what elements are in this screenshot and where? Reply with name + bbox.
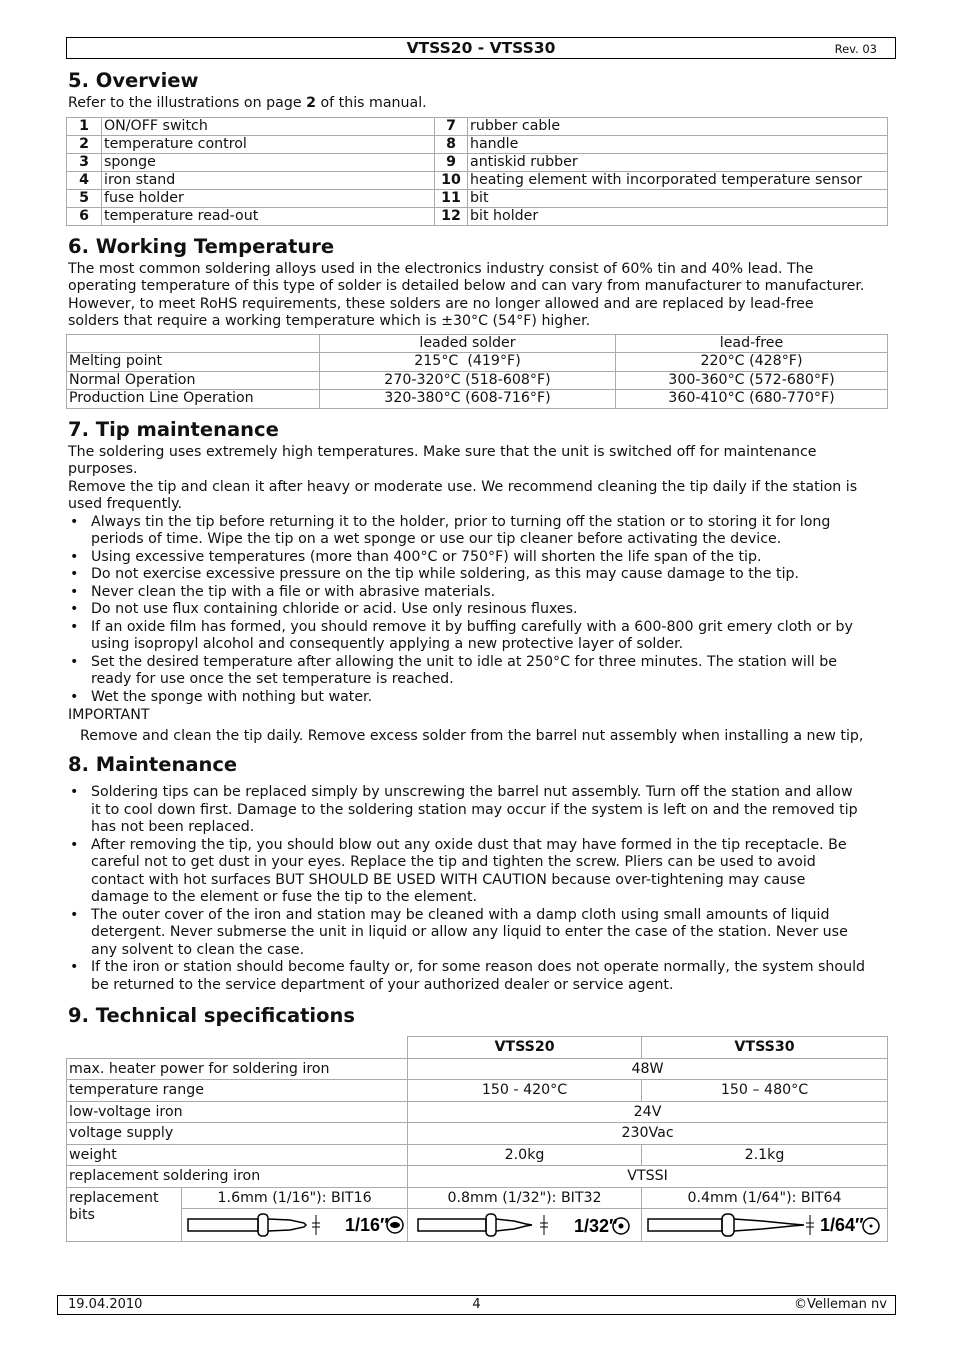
empty-header-cell <box>67 1037 408 1059</box>
intro-text: Refer to the illustrations on page <box>68 95 307 111</box>
list-item-line: has not been replaced. <box>91 819 255 835</box>
technical-specifications-table <box>66 1036 888 1242</box>
table-row <box>67 371 888 390</box>
part-number: 6 <box>67 207 102 225</box>
part-number: 1 <box>67 117 102 135</box>
part-number: 8 <box>435 135 468 153</box>
bit-value: 0.8mm (1/32"): BIT32 <box>408 1187 642 1209</box>
spec-label: temperature range <box>67 1080 408 1102</box>
table-row <box>67 189 888 207</box>
table-row <box>67 135 888 153</box>
footer-copyright: ©Velleman nv <box>793 1297 887 1312</box>
intro-text-end: of this manual. <box>315 95 427 111</box>
column-header-leaded: leaded solder <box>320 334 616 353</box>
list-item <box>91 566 890 584</box>
list-item <box>91 601 890 619</box>
list-item <box>91 549 890 567</box>
soldering-bit-1-16-icon <box>182 1209 406 1241</box>
intro-page-number: 2 <box>306 95 316 111</box>
paragraph-line: purposes. <box>68 461 138 477</box>
important-label: IMPORTANT <box>68 707 150 723</box>
column-header-vtss30: VTSS30 <box>642 1037 888 1059</box>
header-title: VTSS20 - VTSS30 <box>406 39 556 57</box>
bit-fraction-label: 1/16″ <box>345 1215 389 1235</box>
list-item <box>91 689 890 707</box>
important-text: Remove and clean the tip daily. Remove excess solder from the barrel nut assembly when installing a new tip, <box>80 727 864 744</box>
part-number: 10 <box>435 171 468 189</box>
table-row <box>67 207 888 225</box>
part-name: temperature read-out <box>102 207 435 225</box>
part-number: 12 <box>435 207 468 225</box>
page-footer <box>57 1295 896 1315</box>
column-header <box>67 334 320 353</box>
list-item <box>91 654 890 689</box>
part-name: handle <box>468 135 888 153</box>
list-item-line: Do not exercise excessive pressure on the tip while soldering, as this may cause damage to the tip. <box>91 566 800 582</box>
bit-fraction-label: 1/32″ <box>574 1216 618 1236</box>
part-name: iron stand <box>102 171 435 189</box>
bit-value: 1.6mm (1/16"): BIT16 <box>182 1187 408 1209</box>
working-temperature-table <box>66 334 888 409</box>
part-number: 7 <box>435 117 468 135</box>
row-label: Melting point <box>67 353 320 372</box>
list-item-line: Wet the sponge with nothing but water. <box>91 688 373 705</box>
list-item-line: damage to the element or fuse the tip to the element. <box>91 889 478 905</box>
list-item-line: Do not use flux containing chloride or acid. Use only resinous fluxes. <box>91 601 578 617</box>
table-row <box>67 117 888 135</box>
part-number: 4 <box>67 171 102 189</box>
spec-value: 230Vac <box>408 1123 888 1145</box>
tip-maintenance-list <box>68 514 890 707</box>
part-name: fuse holder <box>102 189 435 207</box>
table-header-row <box>67 1037 888 1059</box>
list-item <box>91 619 890 654</box>
page-content <box>68 66 890 1242</box>
cell-value: 360-410°C (680-770°F) <box>616 390 888 409</box>
list-item-line: contact with hot surfaces BUT SHOULD BE USED WITH CAUTION because over-tightening may cause <box>91 871 806 888</box>
cell-value: 320-380°C (608-716°F) <box>320 390 616 409</box>
page-header <box>66 37 896 59</box>
bit-illustration-cell <box>182 1209 408 1242</box>
bit-fraction-label: 1/64″ <box>820 1215 864 1235</box>
section-heading-maintenance: 8. Maintenance <box>68 753 238 776</box>
list-item-line: periods of time. Wipe the tip on a wet sponge or use our tip cleaner before activating the device. <box>91 531 782 547</box>
table-row <box>67 353 888 372</box>
section-heading-technical-specifications: 9. Technical specifications <box>68 1004 355 1027</box>
paragraph-line: Remove the tip and clean it after heavy or moderate use. We recommend cleaning the tip daily if the station is <box>68 478 858 495</box>
header-revision: Rev. 03 <box>834 42 877 56</box>
part-name: heating element with incorporated temperature sensor <box>468 171 888 189</box>
table-row <box>67 1080 888 1102</box>
part-number: 5 <box>67 189 102 207</box>
section-heading-working-temperature: 6. Working Temperature <box>68 234 335 258</box>
section-heading-overview: 5. Overview <box>68 69 199 92</box>
bit-illustration-cell <box>642 1209 888 1242</box>
list-item-line: If an oxide film has formed, you should remove it by buffing carefully with a 600-800 grit emery cloth or by <box>91 618 853 635</box>
list-item-line: Using excessive temperatures (more than 400°C or 750°F) will shorten the life span of the tip. <box>91 548 762 565</box>
list-item-line: Never clean the tip with a file or with abrasive materials. <box>91 583 496 600</box>
list-item-line: using isopropyl alcohol and consequently applying a new protective layer of solder. <box>91 636 684 652</box>
part-name: bit holder <box>468 207 888 225</box>
list-item-line: If the iron or station should become faulty or, for some reason does not operate normally, the system should <box>91 959 866 975</box>
tip-maintenance-paragraph <box>68 444 890 514</box>
list-item-line: The outer cover of the iron and station may be cleaned with a damp cloth using small amounts of liquid <box>91 906 830 923</box>
part-name: rubber cable <box>468 117 888 135</box>
list-item <box>91 907 890 960</box>
part-name: bit <box>468 189 888 207</box>
part-name: sponge <box>102 153 435 171</box>
list-item <box>91 784 890 837</box>
part-name: temperature control <box>102 135 435 153</box>
table-row <box>67 1187 888 1209</box>
list-item-line: After removing the tip, you should blow out any oxide dust that may have formed in the tip receptacle. Be <box>91 836 847 853</box>
paragraph-line: used frequently. <box>68 496 182 512</box>
list-item-line: detergent. Never submerse the unit in liquid or allow any liquid to enter the case of the station. Never use <box>91 924 848 940</box>
maintenance-list <box>68 784 890 994</box>
list-item-line: Soldering tips can be replaced simply by unscrewing the barrel nut assembly. Turn off the station and allow <box>91 784 853 800</box>
list-item <box>91 959 890 994</box>
table-row <box>67 1101 888 1123</box>
column-header-vtss20: VTSS20 <box>408 1037 642 1059</box>
bit-illustration-cell <box>408 1209 642 1242</box>
list-item-line: Always tin the tip before returning it to the holder, prior to turning off the station or to storing it for long <box>91 513 831 530</box>
list-item-line: Set the desired temperature after allowing the unit to idle at 250°C for three minutes. The station will be <box>91 653 837 670</box>
row-label: Production Line Operation <box>67 390 320 409</box>
paragraph-line: solders that require a working temperature which is ±30°C (54°F) higher. <box>68 313 591 329</box>
list-item-line: careful not to get dust in your eyes. Replace the tip and tighten the screw. Pliers can be used to avoid <box>91 854 816 870</box>
bit-value: 0.4mm (1/64"): BIT64 <box>642 1187 888 1209</box>
cell-value: 270-320°C (518-608°F) <box>320 371 616 390</box>
list-item <box>91 584 890 602</box>
spec-label: voltage supply <box>67 1123 408 1145</box>
spec-value: 2.1kg <box>642 1144 888 1166</box>
working-temp-paragraph <box>68 261 890 331</box>
spec-label: low-voltage iron <box>67 1101 408 1123</box>
footer-date: 19.04.2010 <box>68 1297 143 1312</box>
list-item-line: ready for use once the set temperature is reached. <box>91 671 454 687</box>
section-heading-tip-maintenance: 7. Tip maintenance <box>68 417 279 441</box>
table-row <box>67 390 888 409</box>
part-name: ON/OFF switch <box>102 117 435 135</box>
part-name: antiskid rubber <box>468 153 888 171</box>
paragraph-line: However, to meet RoHS requirements, these solders are no longer allowed and are replaced by lead-free <box>68 295 814 312</box>
spec-value: 48W <box>408 1058 888 1080</box>
soldering-bit-1-64-icon <box>642 1209 886 1241</box>
soldering-bit-1-32-icon <box>408 1209 640 1241</box>
part-number: 3 <box>67 153 102 171</box>
list-item <box>91 514 890 549</box>
paragraph-line: The soldering uses extremely high temperatures. Make sure that the unit is switched off for maintenance <box>68 443 817 460</box>
overview-table <box>66 117 888 226</box>
spec-value: 150 - 420°C <box>408 1080 642 1102</box>
table-row <box>67 1144 888 1166</box>
table-row <box>67 1123 888 1145</box>
cell-value: 220°C (428°F) <box>616 353 888 372</box>
list-item-line: it to cool down first. Damage to the soldering station may occur if the system is left on and the removed tip <box>91 801 858 818</box>
spec-value: 150 – 480°C <box>642 1080 888 1102</box>
table-row <box>67 1058 888 1080</box>
spec-value: 2.0kg <box>408 1144 642 1166</box>
table-row <box>67 1209 888 1242</box>
spec-value: 24V <box>408 1101 888 1123</box>
paragraph-line: operating temperature of this type of solder is detailed below and can vary from manufacturer to manufacturer. <box>68 278 865 294</box>
spec-value: VTSSI <box>408 1166 888 1188</box>
list-item-line: be returned to the service department of your authorized dealer or service agent. <box>91 976 674 993</box>
page-number: 4 <box>472 1297 481 1312</box>
column-header-lead-free: lead-free <box>616 334 888 353</box>
part-number: 9 <box>435 153 468 171</box>
part-number: 2 <box>67 135 102 153</box>
cell-value: 300-360°C (572-680°F) <box>616 371 888 390</box>
cell-value: 215°C (419°F) <box>320 353 616 372</box>
spec-label: max. heater power for soldering iron <box>67 1058 408 1080</box>
paragraph-line: The most common soldering alloys used in the electronics industry consist of 60% tin and 40% lead. The <box>68 260 814 277</box>
list-item-line: any solvent to clean the case. <box>91 941 305 958</box>
spec-label: replacement soldering iron <box>67 1166 408 1188</box>
row-label: Normal Operation <box>67 371 320 390</box>
list-item <box>91 837 890 907</box>
spec-label-replacement-bits: replacement bits <box>67 1187 182 1242</box>
table-row <box>67 171 888 189</box>
spec-label: weight <box>67 1144 408 1166</box>
table-row <box>67 153 888 171</box>
table-row <box>67 1166 888 1188</box>
overview-intro <box>68 95 890 113</box>
table-header-row <box>67 334 888 353</box>
part-number: 11 <box>435 189 468 207</box>
